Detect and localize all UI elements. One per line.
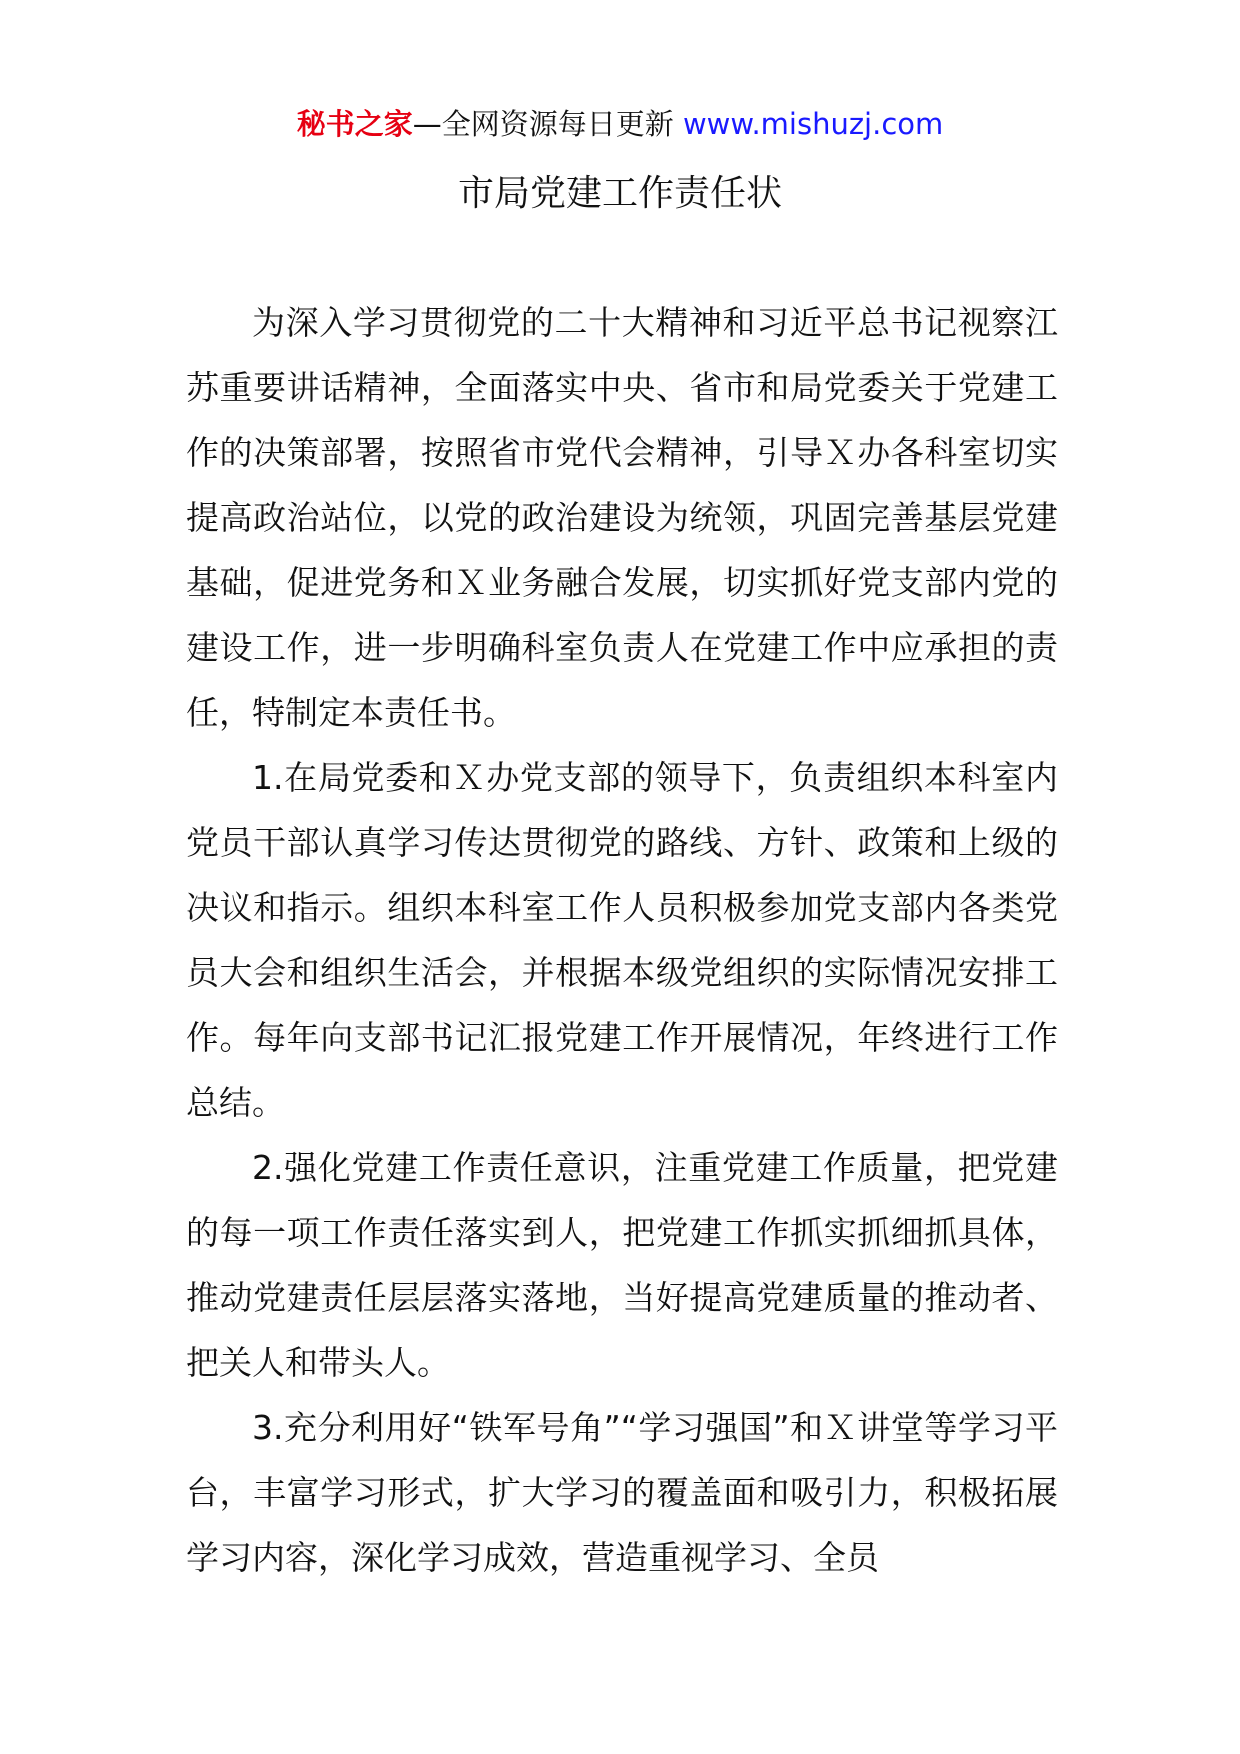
brand-name: 秘书之家 xyxy=(296,107,413,141)
watermark-header xyxy=(0,100,1240,148)
header-slogan: —全网资源每日更新 xyxy=(412,107,674,141)
paragraph-item-1: 1.在局党委和Ｘ办党支部的领导下，负责组织本科室内党员干部认真学习传达贯彻党的路线、方针、政策和上级的决议和指示。组织本科室工作人员积极参加党支部内各类党员大会和组织生活会，并根据本级党组织的实际情况安排工作。每年向支部书记汇报党建工作开展情况，年终进行工作总结。 xyxy=(186,758,1058,1122)
paragraph-item-3: 3.充分利用好“铁军号角”“学习强国”和Ｘ讲堂等学习平台，丰富学习形式，扩大学习的覆盖面和吸引力，积极拓展学习内容，深化学习成效，营造重视学习、全员 xyxy=(186,1408,1058,1577)
paragraph-intro: 为深入学习贯彻党的二十大精神和习近平总书记视察江苏重要讲话精神，全面落实中央、省市和局党委关于党建工作的决策部署，按照省市党代会精神，引导Ｘ办各科室切实提高政治站位，以党的政治建设为统领，巩固完善基层党建基础，促进党务和Ｘ业务融合发展，切实抓好党支部内党的建设工作，进一步明确科室负责人在党建工作中应承担的责任，特制定本责任书。 xyxy=(186,303,1058,732)
document-title: 市局党建工作责任状 xyxy=(457,173,782,214)
site-url: www.mishuzj.com xyxy=(682,107,944,141)
document-body xyxy=(186,290,1058,1590)
paragraph-item-2: 2.强化党建工作责任意识，注重党建工作质量，把党建的每一项工作责任落实到人，把党建工作抓实抓细抓具体，推动党建责任层层落实落地，当好提高党建质量的推动者、把关人和带头人。 xyxy=(186,1148,1058,1382)
